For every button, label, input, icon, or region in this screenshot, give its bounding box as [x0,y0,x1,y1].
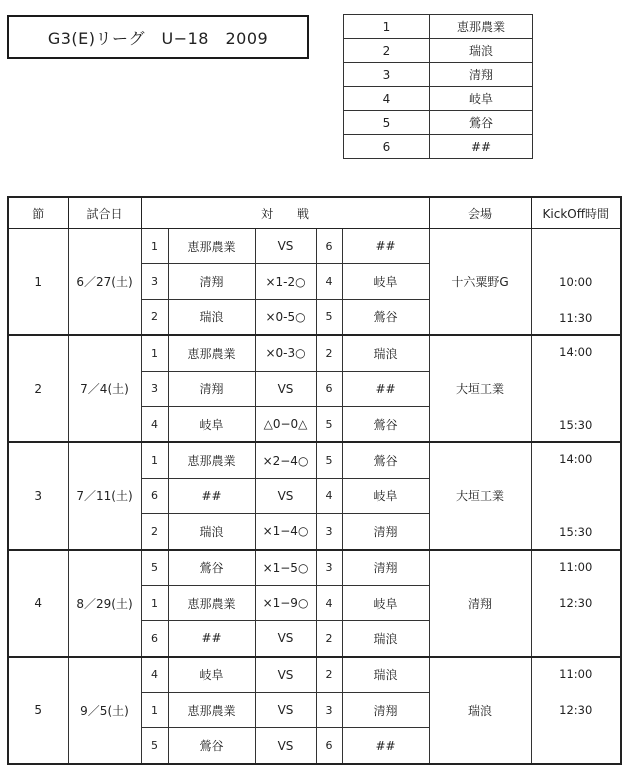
round-number: 1 [8,229,68,336]
away-team-name: ## [342,371,429,406]
away-team-number: 2 [316,621,342,657]
kickoff-time [532,740,621,754]
away-team-number: 4 [316,478,342,513]
team-row [344,111,533,135]
team-name: 恵那農業 [430,15,533,39]
away-team-number: 4 [316,585,342,620]
team-row [344,63,533,87]
kickoff-time: 14:00 [559,452,593,467]
kickoff-time [532,633,621,647]
away-team-name: 岐阜 [342,478,429,513]
venue: 大垣工業 [429,335,531,442]
away-team-number: 6 [316,728,342,764]
away-team-name: 瑞浪 [342,657,429,693]
home-team-number: 1 [141,693,168,728]
match-row [8,657,621,693]
away-team-name: 清翔 [342,550,429,586]
away-team-name: 鶯谷 [342,406,429,442]
kickoff-time: 11:00 [559,666,593,681]
home-team-name: 清翔 [168,371,255,406]
header-round: 節 [8,197,68,229]
team-number: 5 [344,111,430,135]
kickoff-times [531,335,621,442]
venue: 十六粟野G [429,229,531,336]
team-number: 1 [344,15,430,39]
home-team-number: 4 [141,406,168,442]
venue: 清翔 [429,550,531,657]
match-result: ×1−5○ [255,550,316,586]
home-team-number: 6 [141,621,168,657]
header-venue: 会場 [429,197,531,229]
match-result: ×2−4○ [255,442,316,478]
home-team-name: 岐阜 [168,406,255,442]
round-number: 2 [8,335,68,442]
team-row [344,15,533,39]
home-team-number: 3 [141,371,168,406]
kickoff-time [532,238,621,252]
match-result: ×1−4○ [255,514,316,550]
away-team-number: 5 [316,299,342,335]
home-team-number: 1 [141,229,168,264]
header-match: 対 戦 [141,197,429,229]
kickoff-time [532,382,621,396]
kickoff-time: 15:30 [559,525,593,540]
match-result: VS [255,728,316,764]
team-name: 岐阜 [430,87,533,111]
team-list-table [343,14,533,159]
away-team-number: 3 [316,550,342,586]
away-team-name: 岐阜 [342,264,429,299]
away-team-number: 5 [316,442,342,478]
match-result: VS [255,657,316,693]
kickoff-time: 14:00 [559,345,593,360]
home-team-number: 1 [141,442,168,478]
home-team-name: 岐阜 [168,657,255,693]
match-result: VS [255,371,316,406]
team-number: 4 [344,87,430,111]
header-kickoff: KickOff時間 [531,197,621,229]
match-result: VS [255,229,316,264]
away-team-name: 瑞浪 [342,621,429,657]
match-result: ×1−9○ [255,585,316,620]
team-row [344,39,533,63]
away-team-number: 2 [316,657,342,693]
away-team-name: ## [342,229,429,264]
match-row [8,229,621,264]
match-result: VS [255,693,316,728]
team-name: 清翔 [430,63,533,87]
kickoff-time: 11:30 [559,311,593,326]
kickoff-times [531,550,621,657]
away-team-name: 清翔 [342,693,429,728]
match-result: ×0-5○ [255,299,316,335]
home-team-number: 5 [141,550,168,586]
home-team-number: 1 [141,585,168,620]
home-team-number: 4 [141,657,168,693]
match-date: 9／5(土) [68,657,141,764]
away-team-number: 6 [316,229,342,264]
home-team-name: 瑞浪 [168,514,255,550]
away-team-number: 3 [316,693,342,728]
kickoff-times [531,442,621,549]
match-date: 8／29(土) [68,550,141,657]
team-number: 2 [344,39,430,63]
team-name: 瑞浪 [430,39,533,63]
kickoff-time: 15:30 [559,418,593,433]
home-team-name: ## [168,621,255,657]
venue: 大垣工業 [429,442,531,549]
match-row [8,550,621,586]
home-team-name: 恵那農業 [168,229,255,264]
away-team-number: 6 [316,371,342,406]
away-team-name: 岐阜 [342,585,429,620]
home-team-name: 清翔 [168,264,255,299]
match-date: 7／11(土) [68,442,141,549]
match-result: ×0-3○ [255,335,316,371]
home-team-name: 恵那農業 [168,693,255,728]
home-team-name: 瑞浪 [168,299,255,335]
kickoff-time: 10:00 [559,274,593,289]
header-date: 試合日 [68,197,141,229]
schedule-header-row [8,197,621,229]
home-team-number: 6 [141,478,168,513]
away-team-name: 鶯谷 [342,442,429,478]
home-team-name: 鶯谷 [168,728,255,764]
home-team-name: 恵那農業 [168,335,255,371]
match-result: VS [255,478,316,513]
away-team-number: 3 [316,514,342,550]
away-team-number: 2 [316,335,342,371]
kickoff-time: 12:30 [559,596,593,611]
schedule-table [7,196,622,765]
team-row [344,135,533,159]
away-team-name: 清翔 [342,514,429,550]
away-team-name: 鶯谷 [342,299,429,335]
away-team-name: 瑞浪 [342,335,429,371]
kickoff-time [532,489,621,503]
team-name: 鶯谷 [430,111,533,135]
kickoff-times [531,657,621,764]
home-team-name: 恵那農業 [168,442,255,478]
match-date: 7／4(土) [68,335,141,442]
away-team-number: 5 [316,406,342,442]
team-name: ## [430,135,533,159]
team-row [344,87,533,111]
home-team-number: 3 [141,264,168,299]
match-result: △0−0△ [255,406,316,442]
match-date: 6／27(土) [68,229,141,336]
team-number: 6 [344,135,430,159]
home-team-number: 1 [141,335,168,371]
match-row [8,442,621,478]
round-number: 3 [8,442,68,549]
kickoff-time: 11:00 [559,559,593,574]
venue: 瑞浪 [429,657,531,764]
round-number: 5 [8,657,68,764]
match-row [8,335,621,371]
home-team-name: 恵那農業 [168,585,255,620]
kickoff-times [531,229,621,336]
team-number: 3 [344,63,430,87]
match-result: VS [255,621,316,657]
home-team-name: ## [168,478,255,513]
home-team-number: 5 [141,728,168,764]
match-result: ×1-2○ [255,264,316,299]
away-team-name: ## [342,728,429,764]
home-team-name: 鶯谷 [168,550,255,586]
page-title: G3(E)リーグ U−18 2009 [7,15,309,59]
kickoff-time: 12:30 [559,703,593,718]
away-team-number: 4 [316,264,342,299]
home-team-number: 2 [141,514,168,550]
round-number: 4 [8,550,68,657]
home-team-number: 2 [141,299,168,335]
